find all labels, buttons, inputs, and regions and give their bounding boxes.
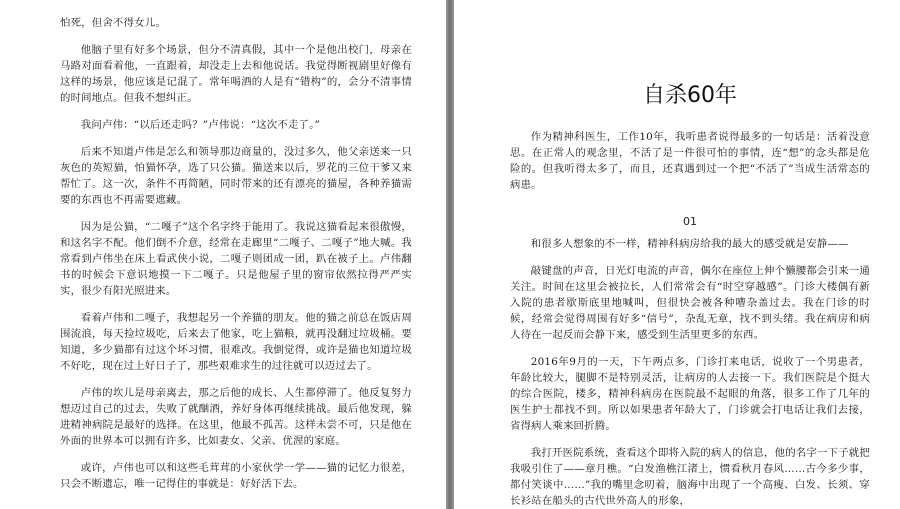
left-paragraph-4: 后来不知道卢伟是怎么和领导那边商量的，没过多久，他父亲送来一只灰色的英短猫，怕猫怀孕，选了只公猫。猫送来以后，罗花的三位干爹又来帮忙了。这一次，条件不再简陋，同时带来的还有漂亮的猫屋，各种养猫需要的东西也不再需要遮藏。	[60, 146, 412, 206]
left-paragraph-3: 我问卢伟：“以后还走吗？”卢伟说：“这次不走了。”	[80, 119, 321, 131]
chapter-intro: 作为精神科医生，工作10年，我听患者说得最多的一句话是：活着没意思。在正常人的观念里，不活了是一件很可怕的事情，连“想”的念头都是危险的。但我听得太多了，而且，还真遇到过一个把“不活了”当成生活常态的病患。	[510, 131, 870, 191]
left-paragraph-2: 他脑子里有好多个场景，但分不清真假，其中一个是他出校门，母亲在马路对面看着他，一直跟着，却没走上去和他说话。我觉得断视剧里好像有这样的场景，他应该是记混了。常年喝酒的人是有“错构”的，会分不清事情的时间地点。但我不想纠正。	[60, 44, 412, 104]
page-gutter	[446, 0, 454, 509]
right-paragraph-2: 敲键盘的声音，日光灯电流的声音，偶尔在座位上伸个懒腰都会引来一通关注。时间在这里会被拉长，人们常常会有“时空穿越感”。门诊大楼偶有新入院的患者歇斯底里地喊叫，但很快会被各种嘈杂盖过去。我在门诊的时候，经常会觉得周围有好多“信号”，杂乱无章，找不到头绪。我在病房和病人待在一起反而会静下来，感受到生活里更多的东西。	[510, 265, 870, 341]
left-paragraph-5: 因为是公猫，“二嘎子”这个名字终于能用了。我说这猫看起来很傲慢，和这名字不配。他们倒不介意，经常在走廊里“二嘎子、二嘎子”地大喊。我常看到卢伟坐在床上看武侠小说，二嘎子则团成一团，趴在被子上。卢伟翻书的时候会下意识地摸一下二嘎子。只是他屋子里的窗帘依然拉得严严实实，很少有阳光照进来。	[60, 221, 412, 297]
section-number: 01	[683, 215, 697, 228]
right-paragraph-4: 我打开医院系统，查看这个即将入院的病人的信息，他的名字一下子就把我吸引住了——章月樵。“白发渔樵江渚上，惯看秋月春风……古今多少事，都付笑谈中……”我的嘴里念叨着，脑海中出现了一个高瘦、白发、长须、穿长衫站在船头的古代世外高人的形象，	[510, 447, 870, 507]
left-page	[0, 0, 446, 509]
right-paragraph-3: 2016年9月的一天，下午两点多，门诊打来电话，说收了一个男患者，年龄比较大，腿脚不是特别灵活，让病房的人去接一下。我们医院是个挺大的综合医院，楼多，精神科病房在医院最不起眼的角落，很多工作了几年的医生护士都找不到。所以如果患者年龄大了，门诊就会打电话让我们去接，省得病人乘来回折腾。	[510, 356, 870, 432]
right-page	[454, 0, 900, 509]
left-paragraph-1: 怕死，但舍不得女儿。	[60, 17, 166, 29]
chapter-title: 自杀60年	[643, 83, 737, 108]
left-paragraph-7: 卢伟的坎儿是母亲离去，那之后他的成长、人生都停滞了。他反复努力想迈过自己的过去，失败了就酗酒，养好身体再继续挑战。最后他发现，躲进精神病院是最好的选择。在这里，他最不孤苦。这样未尝不可，只是他在外面的世界本可以拥有许多，比如妻女、父亲、优渥的家庭。	[60, 387, 412, 447]
left-paragraph-8: 或许，卢伟也可以和这些毛茸茸的小家伙学一学——猫的记忆力很差，只会不断遗忘，唯一记得住的事就是：好好活下去。	[60, 462, 412, 490]
left-paragraph-6: 看着卢伟和二嘎子，我想起另一个养猫的朋友。他的猫之前总在饭店周围流浪，每天捡垃圾吃，后来去了他家，吃上猫粮，就再没翻过垃圾桶。要知道，多少猫都有过这个坏习惯，很难改。我倒觉得，或许是猫也知道垃圾不好吃，现在过上好日子了，那些艰难求生的过往就可以迈过去了。	[60, 312, 412, 372]
right-paragraph-1: 和很多人想象的不一样，精神科病房给我的最大的感受就是安静——	[530, 238, 849, 250]
